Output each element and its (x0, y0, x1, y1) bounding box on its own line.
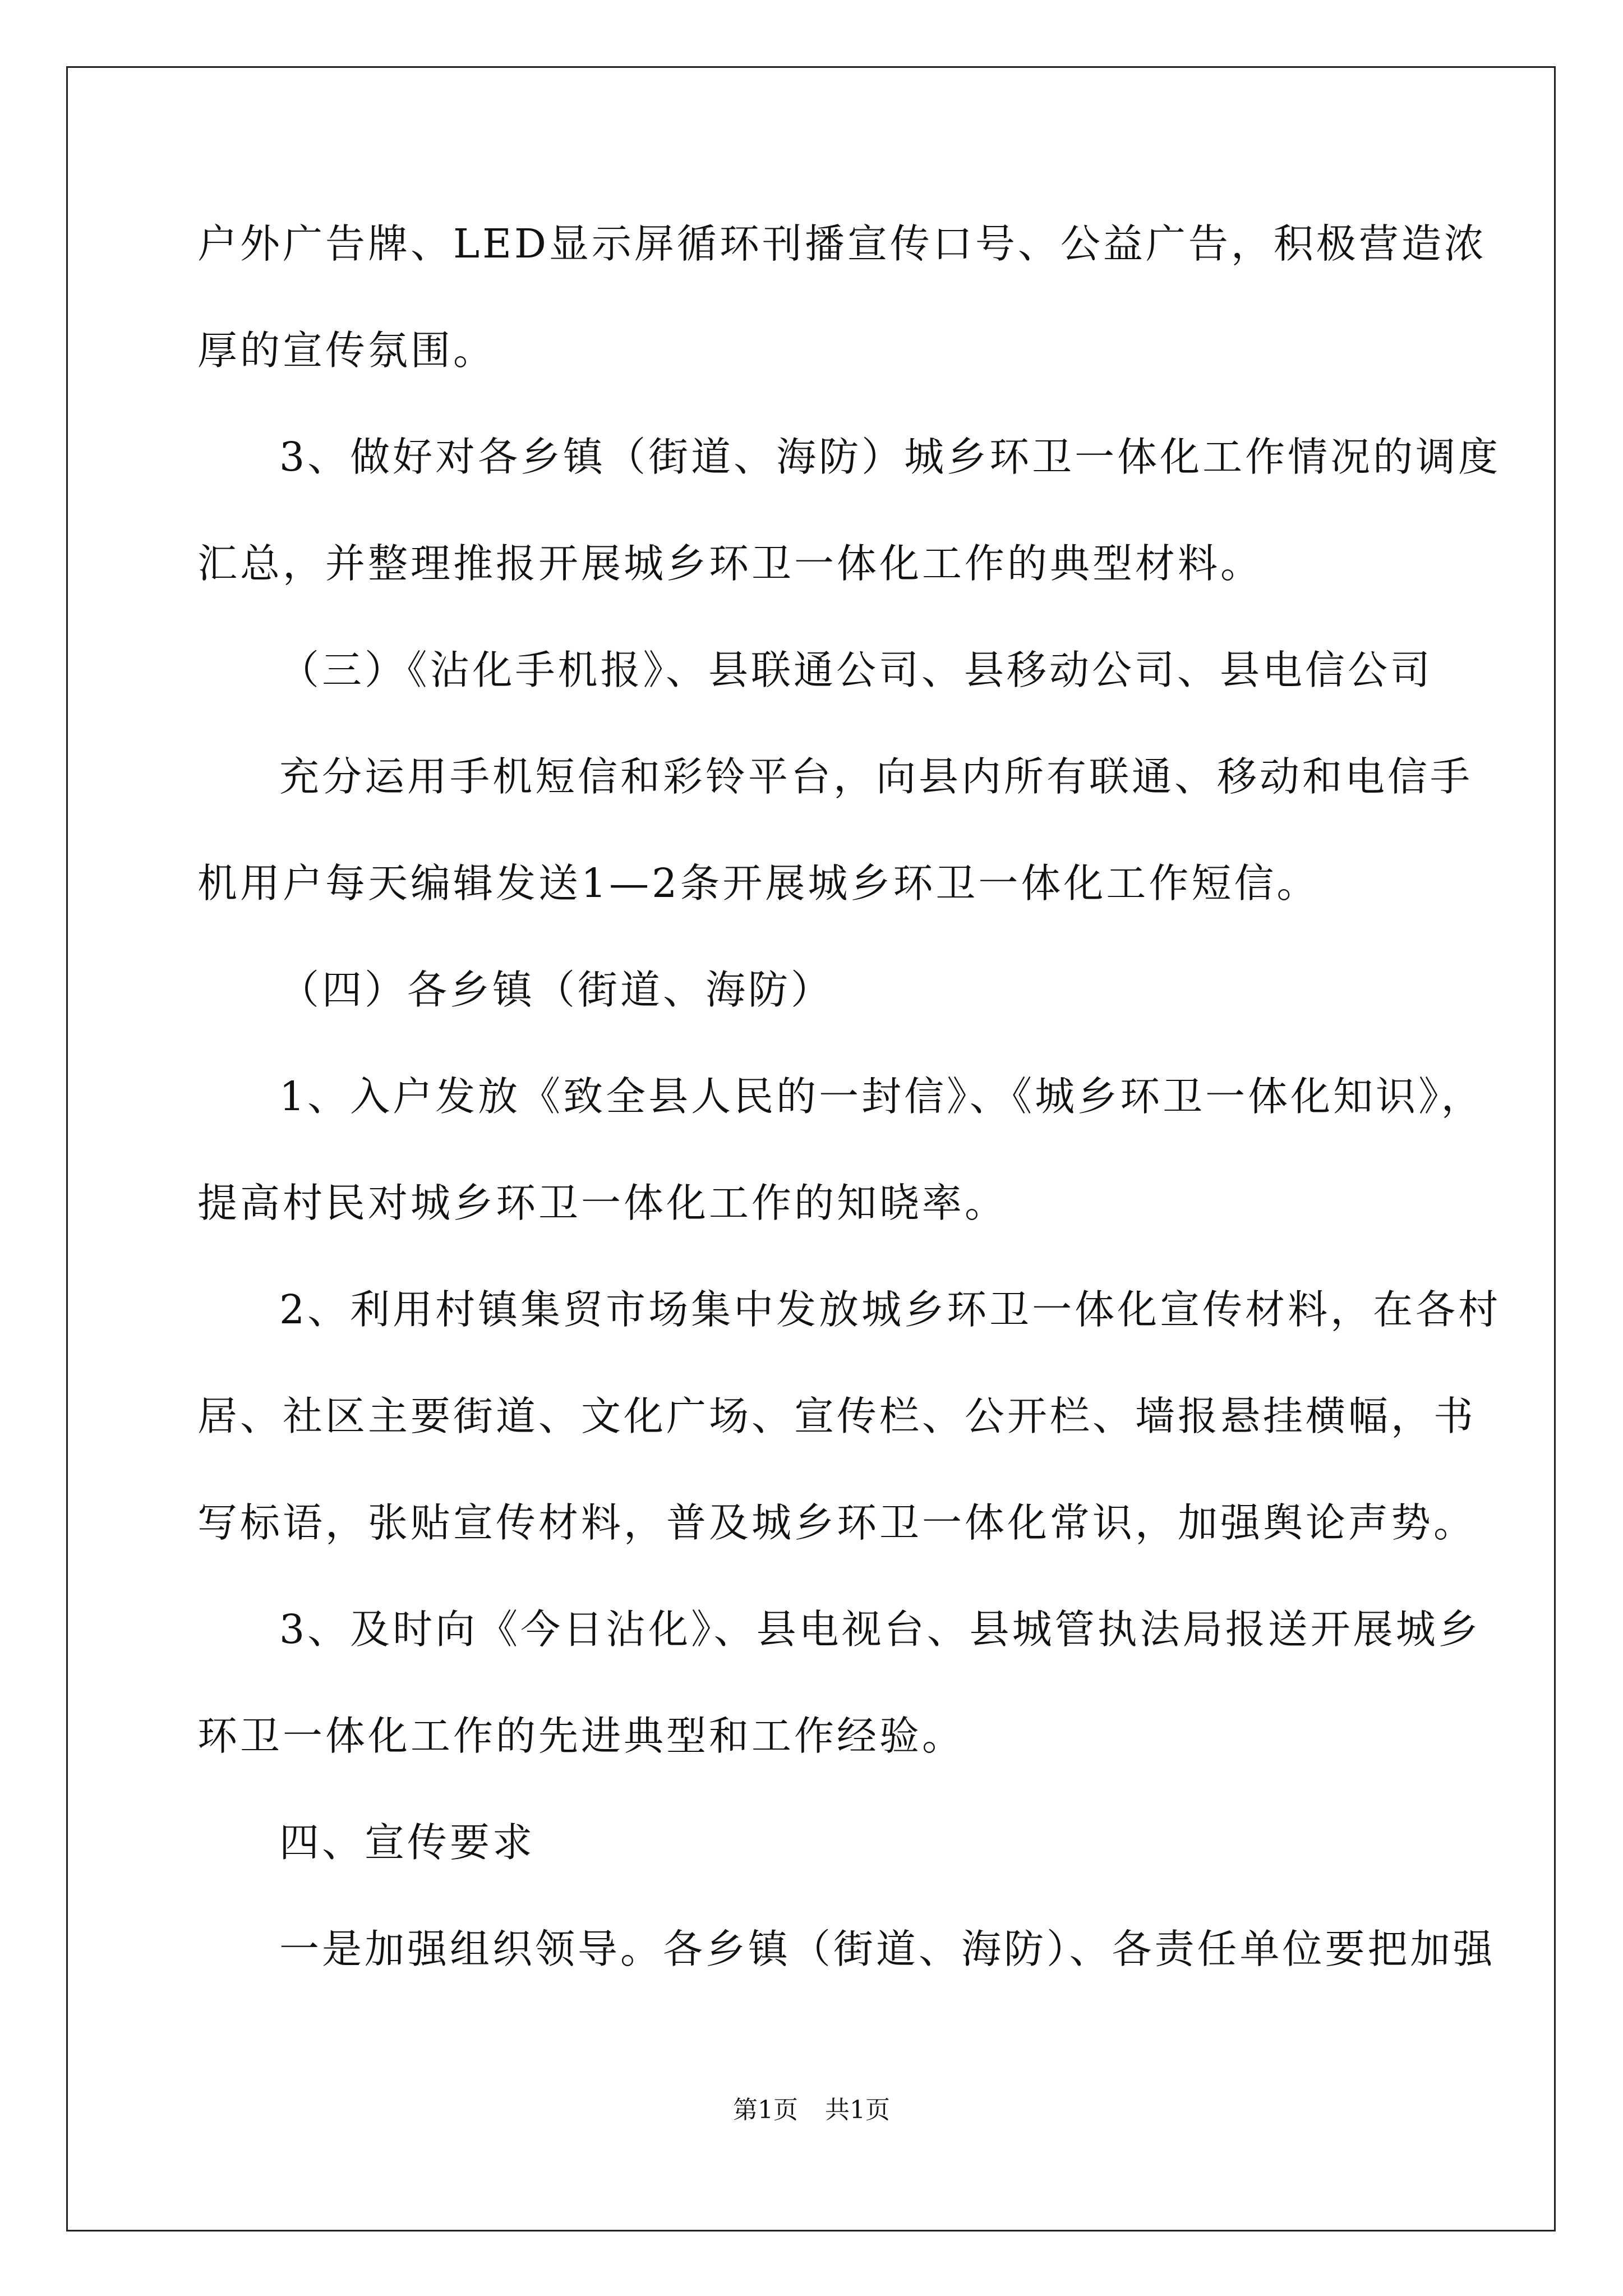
paragraph-line: 1、入户发放《致全县人民的一封信》、《城乡环卫一体化知识》， (279, 1073, 1484, 1120)
section-heading: （三）《沾化手机报》、县联通公司、县移动公司、县电信公司 (279, 647, 1433, 693)
section-heading: （四）各乡镇（街道、海防） (279, 967, 834, 1013)
paragraph-line: 汇总，并整理推报开展城乡环卫一体化工作的典型材料。 (197, 540, 1264, 587)
paragraph-line: 充分运用手机短信和彩铃平台，向县内所有联通、移动和电信手 (279, 753, 1473, 800)
paragraph-line: 3、及时向《今日沾化》、县电视台、县城管执法局报送开展城乡 (279, 1606, 1481, 1653)
paragraph-line: 机用户每天编辑发送1—2条开展城乡环卫一体化工作短信。 (197, 860, 1320, 907)
page-total: 共1页 (825, 2096, 890, 2124)
paragraph-line: 居、社区主要街道、文化广场、宣传栏、公开栏、墙报悬挂横幅，书 (197, 1393, 1477, 1439)
paragraph-line: 户外广告牌、LED显示屏循环刊播宣传口号、公益广告，积极营造浓 (197, 220, 1487, 267)
document-body (197, 213, 1501, 2025)
paragraph-line: 厚的宣传氛围。 (197, 327, 496, 374)
section-heading: 四、宣传要求 (279, 1819, 536, 1866)
paragraph-line: 环卫一体化工作的先进典型和工作经验。 (197, 1713, 965, 1759)
page-footer (0, 2093, 1623, 2127)
paragraph-line: 一是加强组织领导。各乡镇（街道、海防）、各责任单位要把加强 (279, 1926, 1496, 1972)
paragraph-line: 提高村民对城乡环卫一体化工作的知晓率。 (197, 1180, 1008, 1226)
paragraph-line: 写标语，张贴宣传材料，普及城乡环卫一体化常识，加强舆论声势。 (197, 1499, 1477, 1546)
page-number: 第1页 (733, 2096, 798, 2124)
paragraph-line: 2、利用村镇集贸市场集中发放城乡环卫一体化宣传材料，在各村 (279, 1286, 1501, 1333)
paragraph-line: 3、做好对各乡镇（街道、海防）城乡环卫一体化工作情况的调度 (279, 434, 1501, 480)
